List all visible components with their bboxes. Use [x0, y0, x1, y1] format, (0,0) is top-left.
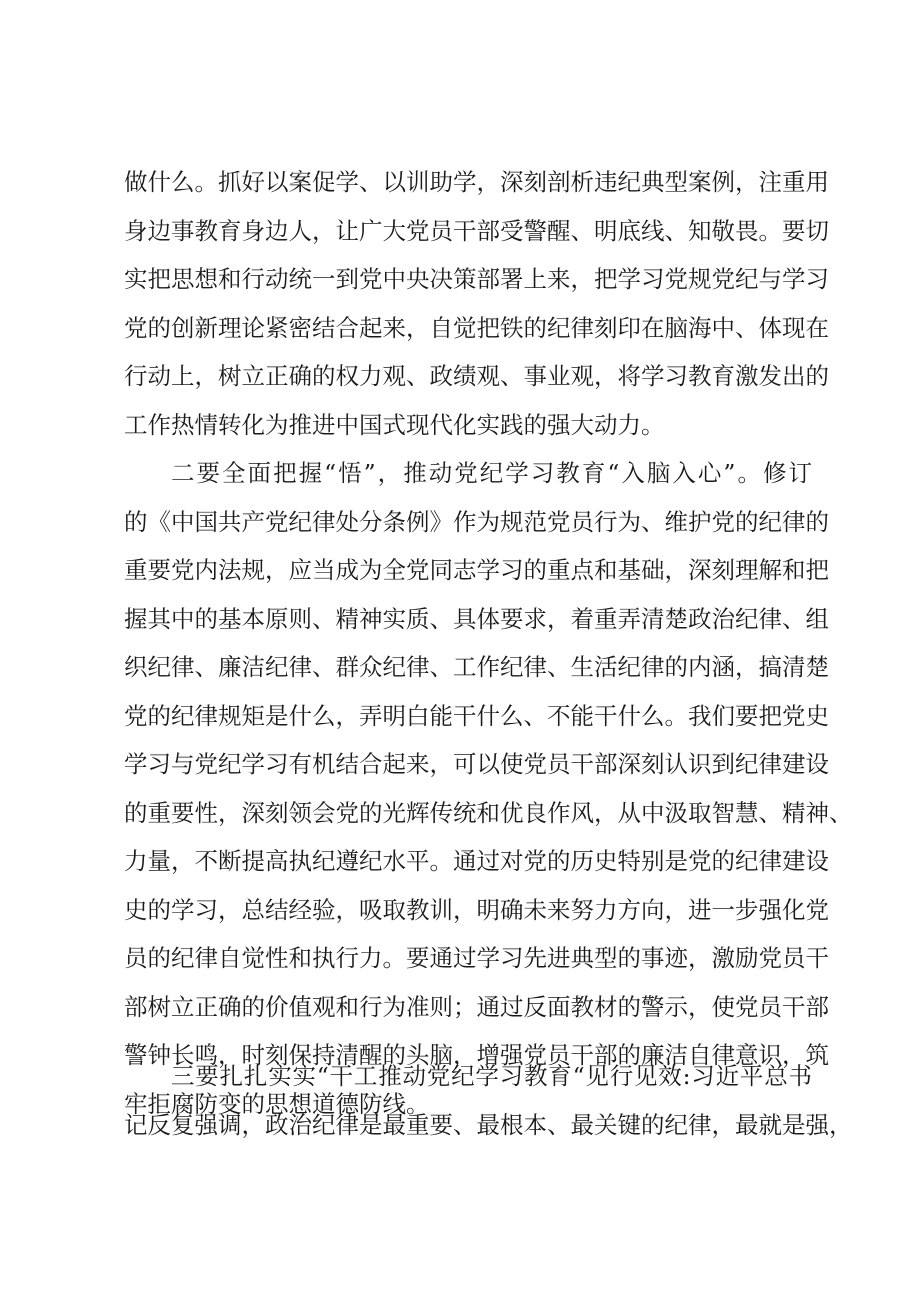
paragraph-1-line: 实把思想和行动统一到党中央决策部署上来，把学习党规党纪与学习	[124, 265, 829, 293]
paragraph-1-line: 身边事教育身边人，让广大党员干部受警醒、明底线、知敬畏。要切	[124, 216, 829, 245]
paragraph-3	[124, 1052, 853, 1149]
paragraph-2	[124, 449, 853, 1128]
paragraph-2-line: 织纪律、廉洁纪律、群众纪律、工作纪律、生活纪律的内涵，搞清楚	[124, 653, 829, 681]
paragraph-2-line: 力量，不断提高执纪遵纪水平。通过对党的历史特别是党的纪律建设	[124, 847, 829, 875]
paragraph-2-line: 重要党内法规，应当成为全党同志学习的重点和基础，深刻理解和把	[124, 556, 829, 584]
paragraph-2-line: 警钟长鸣，时刻保持清醒的头脑，增强党员干部的廉洁自律意识，筑	[124, 1041, 829, 1069]
paragraph-2-line: 党的纪律规矩是什么，弄明白能干什么、不能干什么。我们要把党史	[124, 701, 829, 730]
paragraph-3-line: 三要扎扎实实“干工推动党纪学习教育“见行见效:习近平总书	[171, 1062, 812, 1090]
paragraph-2-line: 的《中国共产党纪律处分条例》作为规范党员行为、维护党的纪律的	[124, 507, 829, 536]
paragraph-2-line: 的重要性，深刻领会党的光辉传统和优良作风，从中汲取智慧、精神、	[124, 798, 853, 827]
paragraph-1-line: 工作热情转化为推进中国式现代化实践的强大动力。	[124, 410, 665, 439]
paragraph-1-line: 做什么。抓好以案促学、以训助学，深刻剖析违纪典型案例，注重用	[124, 168, 829, 196]
paragraph-2-line: 部树立正确的价值观和行为准则；通过反面教材的警示，使党员干部	[124, 992, 829, 1021]
paragraph-2-line: 员的纪律自觉性和执行力。要通过学习先进典型的事迹，激励党员干	[124, 944, 829, 972]
paragraph-1-line: 行动上，树立正确的权力观、政绩观、事业观，将学习教育激发出的	[124, 362, 829, 390]
paragraph-1	[124, 158, 829, 449]
paragraph-2-line: 牢拒腐防变的思想道德防线。	[124, 1089, 430, 1118]
paragraph-1-line: 党的创新理论紧密结合起来，自觉把铁的纪律刻印在脑海中、体现在	[124, 313, 829, 342]
paragraph-3-line: 记反复强调，政治纪律是最重要、最根本、最关键的纪律，最就是强，	[124, 1110, 853, 1139]
paragraph-2-line: 史的学习，总结经验，吸取教训，明确未来努力方向，进一步强化党	[124, 895, 829, 924]
paragraph-2-line: 二要全面把握“悟”，推动党纪学习教育“入脑入心”。修订	[171, 459, 812, 487]
paragraph-2-line: 握其中的基本原则、精神实质、具体要求，着重弄清楚政治纪律、组	[124, 604, 829, 633]
paragraph-2-line: 学习与党纪学习有机结合起来，可以使党员干部深刻认识到纪律建设	[124, 750, 829, 778]
